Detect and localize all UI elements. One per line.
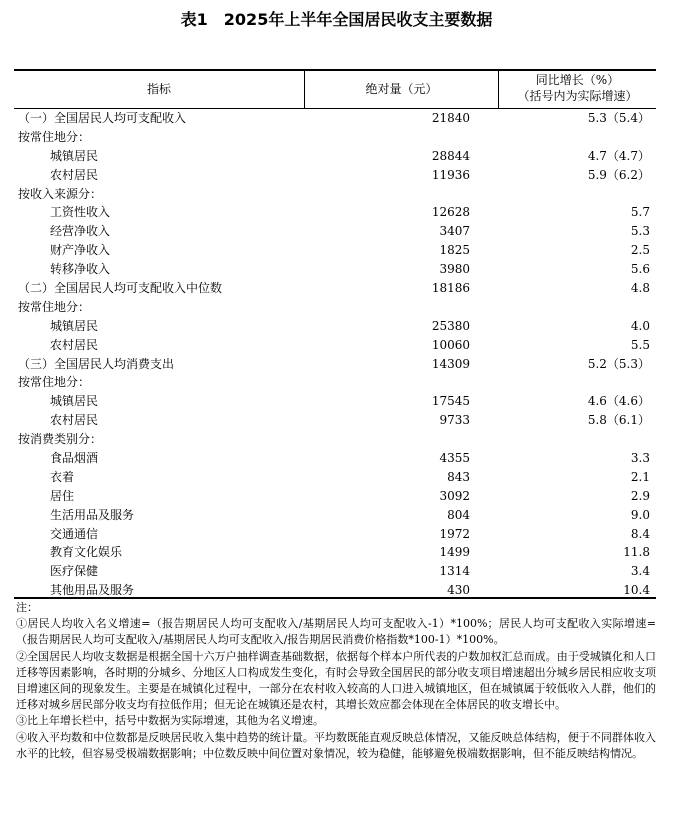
- row-growth-value: 8.4: [630, 526, 650, 541]
- row-label: 医疗保健: [50, 564, 99, 579]
- row-label: 工资性收入: [50, 205, 111, 220]
- row-absolute-value: 1499: [439, 545, 470, 560]
- row-label: 财产净收入: [50, 243, 111, 258]
- note-item: ③比上年增长栏中，括号中数据为实际增速，其他为名义增速。: [16, 714, 324, 728]
- table-row: [14, 166, 656, 185]
- row-growth-value: 4.7（4.7）: [587, 148, 650, 163]
- row-absolute-value: 14309: [431, 356, 470, 371]
- row-growth-value: 5.2（5.3）: [587, 356, 650, 371]
- row-absolute-value: 28844: [431, 148, 470, 163]
- row-absolute-value: 17545: [431, 394, 470, 409]
- table-row: [14, 336, 656, 355]
- table-row: [14, 241, 656, 260]
- row-absolute-value: 18186: [431, 281, 470, 296]
- notes-heading: 注：: [16, 601, 38, 614]
- row-growth-value: 2.5: [630, 243, 650, 258]
- table-row: [14, 147, 656, 166]
- row-growth-value: 5.8（6.1）: [587, 413, 650, 428]
- row-absolute-value: 3980: [439, 262, 470, 277]
- row-label: 交通通信: [50, 526, 99, 541]
- table-row: [14, 449, 656, 468]
- note-item: ④收入平均数和中位数都是反映居民收入集中趋势的统计量。平均数既能直观反映总体情况，又能反映总体结构，便于不同群体收入水平的比较，但容易受极端数据影响；中位数反映中间位置对象情况，较为稳健，能够避免极端数据影响，但不能反映结构情况。: [16, 730, 656, 760]
- row-growth-value: 2.9: [630, 488, 650, 503]
- header-growth-line2: （括号内为实际增速）: [517, 89, 638, 103]
- row-label: 衣着: [50, 469, 75, 484]
- row-growth-value: 5.5: [630, 337, 650, 352]
- row-growth-value: 5.3（5.4）: [587, 111, 650, 125]
- row-label: （二）全国居民人均可支配收入中位数: [18, 281, 223, 296]
- table-row: [14, 317, 656, 336]
- row-label: 按收入来源分：: [18, 186, 103, 201]
- table-row: [14, 487, 656, 506]
- row-growth-value: 9.0: [630, 507, 650, 522]
- table-row: [14, 562, 656, 581]
- table-row: [14, 298, 656, 317]
- table-body: [14, 109, 656, 600]
- row-absolute-value: 804: [447, 507, 470, 522]
- row-growth-value: 3.4: [630, 564, 650, 579]
- row-label: 转移净收入: [50, 262, 111, 277]
- row-label: 其他用品及服务: [50, 583, 135, 598]
- row-growth-value: 4.6（4.6）: [587, 394, 650, 409]
- header-indicator: 指标: [146, 82, 171, 96]
- table-row: [14, 355, 656, 374]
- row-growth-value: 2.1: [630, 469, 650, 484]
- row-absolute-value: 1314: [439, 564, 470, 579]
- table-row: [14, 543, 656, 562]
- row-label: 教育文化娱乐: [50, 545, 123, 560]
- row-growth-value: 3.3: [630, 451, 650, 466]
- table-row: [14, 109, 656, 128]
- row-growth-value: 4.8: [630, 281, 650, 296]
- table-row: [14, 260, 656, 279]
- table-row: [14, 392, 656, 411]
- row-label: 按常住地分：: [18, 299, 91, 314]
- table-row: [14, 185, 656, 204]
- row-label: 按常住地分：: [18, 375, 91, 390]
- notes-section: [16, 600, 656, 762]
- row-growth-value: 11.8: [623, 545, 650, 560]
- row-label: 食品烟酒: [50, 451, 99, 466]
- row-growth-value: 5.9（6.2）: [587, 167, 650, 182]
- table-row: [14, 506, 656, 525]
- row-label: （一）全国居民人均可支配收入: [18, 111, 187, 125]
- row-absolute-value: 1972: [439, 526, 470, 541]
- row-label: 按消费类别分：: [18, 432, 103, 447]
- row-absolute-value: 843: [447, 469, 470, 484]
- row-label: 农村居民: [50, 413, 99, 428]
- row-label: 经营净收入: [50, 224, 111, 239]
- row-label: 生活用品及服务: [50, 507, 135, 522]
- table-row: [14, 373, 656, 392]
- row-growth-value: 5.6: [630, 262, 650, 277]
- row-absolute-value: 10060: [431, 337, 470, 352]
- row-absolute-value: 25380: [431, 318, 470, 333]
- row-growth-value: 4.0: [630, 318, 650, 333]
- table-title: 表1 2025年上半年全国居民收支主要数据: [180, 10, 493, 29]
- row-absolute-value: 12628: [431, 205, 470, 220]
- row-label: 城镇居民: [50, 394, 99, 409]
- table-bottom-rule: [14, 597, 656, 599]
- row-label: 城镇居民: [50, 318, 99, 333]
- row-absolute-value: 9733: [439, 413, 470, 428]
- row-label: 农村居民: [50, 167, 99, 182]
- row-label: 农村居民: [50, 337, 99, 352]
- row-label: 按常住地分：: [18, 129, 91, 144]
- header-absolute: 绝对量（元）: [365, 82, 438, 96]
- row-growth-value: 10.4: [623, 583, 650, 598]
- table-row: [14, 203, 656, 222]
- table-row: [14, 468, 656, 487]
- row-absolute-value: 3407: [439, 224, 470, 239]
- row-growth-value: 5.3: [630, 224, 650, 239]
- table-row: [14, 525, 656, 544]
- row-absolute-value: 3092: [439, 488, 470, 503]
- row-absolute-value: 430: [447, 583, 470, 598]
- note-item: ②全国居民人均收支数据是根据全国十六万户抽样调查基础数据，依据每个样本户所代表的户数加权汇总而成。由于受城镇化和人口迁移等因素影响，各时期的分城乡、分地区人口构成发生变化，有时会导致全国居民的部分收支项目增速超出分城乡居民相应收支项目增速区间的现象发生。主要是在城镇化过程中，一部分在农村收入较高的人口进入城镇地区，但在城镇属于较低收入人群，他们的迁移对城乡居民部分收支均有拉低作用；但无论在城镇还是农村，其增长效应都会体现在全体居民的收支增长中。: [16, 649, 656, 712]
- table-row: [14, 128, 656, 147]
- row-label: 居住: [50, 488, 75, 503]
- row-growth-value: 5.7: [630, 205, 650, 220]
- note-item: ①居民人均收入名义增速=（报告期居民人均可支配收入/基期居民人均可支配收入-1）*100%；居民人均可支配收入实际增速=（报告期居民人均可支配收入/基期居民人均可支配收入/报告期居民消费价格指数*100-1）*100%。: [16, 617, 656, 647]
- row-absolute-value: 11936: [431, 167, 470, 182]
- table-row: [14, 222, 656, 241]
- row-absolute-value: 4355: [439, 451, 470, 466]
- row-absolute-value: 1825: [439, 243, 470, 258]
- row-absolute-value: 21840: [431, 111, 470, 125]
- table-row: [14, 430, 656, 449]
- table-top-rule: [14, 69, 656, 71]
- header-growth-line1: 同比增长（%）: [535, 73, 620, 87]
- table-row: [14, 279, 656, 298]
- row-label: 城镇居民: [50, 148, 99, 163]
- table-row: [14, 411, 656, 430]
- row-label: （三）全国居民人均消费支出: [18, 356, 175, 371]
